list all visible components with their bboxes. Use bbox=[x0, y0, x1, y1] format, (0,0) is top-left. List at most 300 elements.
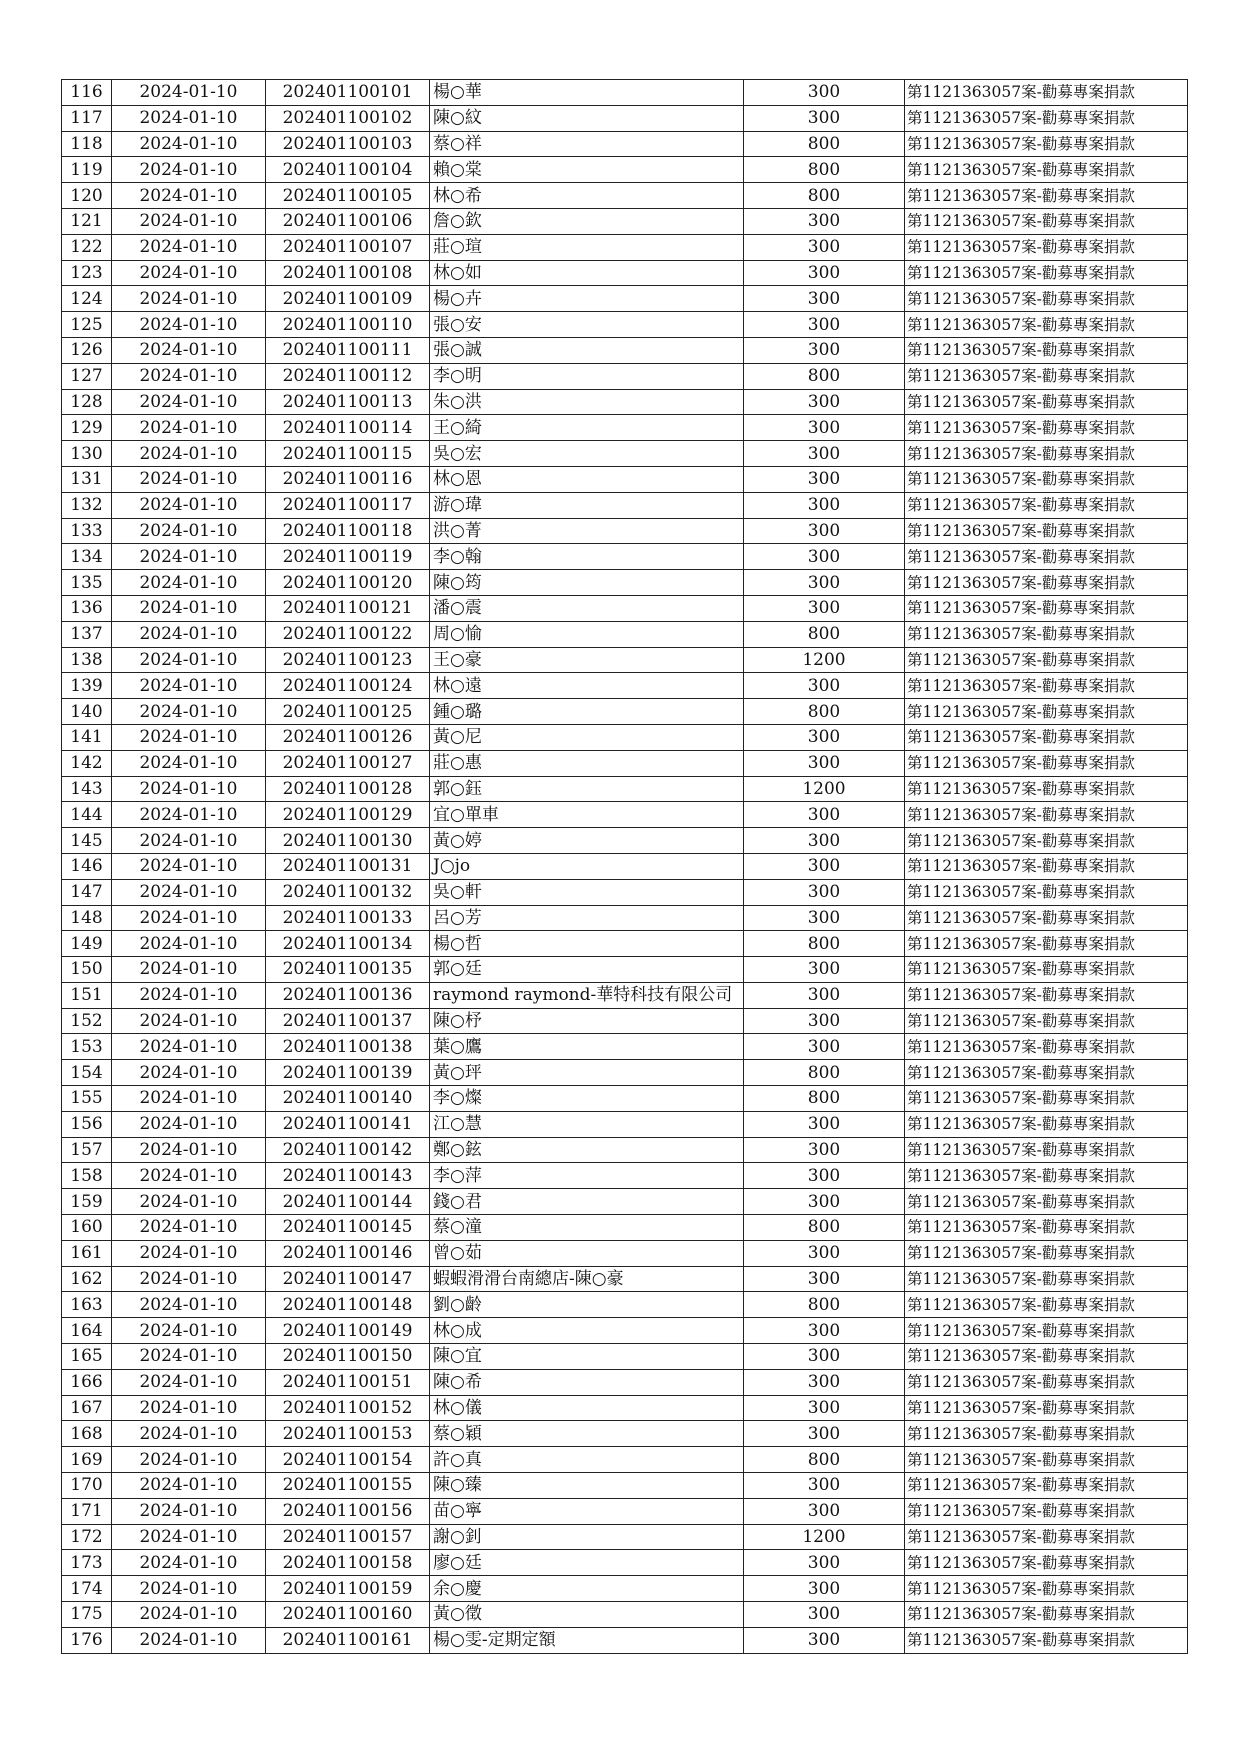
donation-amount: 300 bbox=[744, 1034, 905, 1060]
donation-note: 第1121363057案-勸募專案捐款 bbox=[905, 441, 1188, 467]
row-number: 116 bbox=[62, 80, 112, 106]
table-row bbox=[62, 492, 1188, 518]
donor-name: 鄭○鉉 bbox=[430, 1137, 744, 1163]
donation-note: 第1121363057案-勸募專案捐款 bbox=[905, 363, 1188, 389]
donor-name: 張○安 bbox=[430, 312, 744, 338]
donor-name: 朱○洪 bbox=[430, 389, 744, 415]
row-number: 136 bbox=[62, 595, 112, 621]
donation-date: 2024-01-10 bbox=[112, 982, 266, 1008]
donor-name: 曾○茹 bbox=[430, 1240, 744, 1266]
donation-note: 第1121363057案-勸募專案捐款 bbox=[905, 1369, 1188, 1395]
table-row bbox=[62, 441, 1188, 467]
receipt-number: 202401100102 bbox=[266, 105, 430, 131]
donation-note: 第1121363057案-勸募專案捐款 bbox=[905, 131, 1188, 157]
donor-name: 洪○菁 bbox=[430, 518, 744, 544]
donation-note: 第1121363057案-勸募專案捐款 bbox=[905, 1137, 1188, 1163]
donation-note: 第1121363057案-勸募專案捐款 bbox=[905, 234, 1188, 260]
donation-note: 第1121363057案-勸募專案捐款 bbox=[905, 208, 1188, 234]
donation-date: 2024-01-10 bbox=[112, 1498, 266, 1524]
donation-amount: 800 bbox=[744, 1215, 905, 1241]
table-row bbox=[62, 1498, 1188, 1524]
donation-amount: 300 bbox=[744, 415, 905, 441]
donation-amount: 300 bbox=[744, 828, 905, 854]
donation-amount: 800 bbox=[744, 1292, 905, 1318]
donor-name: 李○燦 bbox=[430, 1086, 744, 1112]
receipt-number: 202401100123 bbox=[266, 647, 430, 673]
donation-note: 第1121363057案-勸募專案捐款 bbox=[905, 1524, 1188, 1550]
receipt-number: 202401100113 bbox=[266, 389, 430, 415]
donor-name: 林○恩 bbox=[430, 466, 744, 492]
table-row bbox=[62, 286, 1188, 312]
donation-date: 2024-01-10 bbox=[112, 776, 266, 802]
donor-name: 楊○雯-定期定額 bbox=[430, 1627, 744, 1653]
donor-name: 潘○震 bbox=[430, 595, 744, 621]
donation-date: 2024-01-10 bbox=[112, 415, 266, 441]
donation-note: 第1121363057案-勸募專案捐款 bbox=[905, 570, 1188, 596]
table-row bbox=[62, 802, 1188, 828]
donor-name: 黃○玶 bbox=[430, 1060, 744, 1086]
donation-date: 2024-01-10 bbox=[112, 1266, 266, 1292]
donor-name: 陳○希 bbox=[430, 1369, 744, 1395]
donation-note: 第1121363057案-勸募專案捐款 bbox=[905, 1163, 1188, 1189]
table-row bbox=[62, 1086, 1188, 1112]
donation-date: 2024-01-10 bbox=[112, 466, 266, 492]
donation-date: 2024-01-10 bbox=[112, 1550, 266, 1576]
receipt-number: 202401100156 bbox=[266, 1498, 430, 1524]
donation-date: 2024-01-10 bbox=[112, 1008, 266, 1034]
table-row bbox=[62, 1034, 1188, 1060]
donation-date: 2024-01-10 bbox=[112, 750, 266, 776]
donation-amount: 300 bbox=[744, 570, 905, 596]
row-number: 173 bbox=[62, 1550, 112, 1576]
donation-note: 第1121363057案-勸募專案捐款 bbox=[905, 621, 1188, 647]
donation-amount: 1200 bbox=[744, 776, 905, 802]
donation-date: 2024-01-10 bbox=[112, 647, 266, 673]
donation-date: 2024-01-10 bbox=[112, 492, 266, 518]
donation-date: 2024-01-10 bbox=[112, 441, 266, 467]
donor-name: 苗○寧 bbox=[430, 1498, 744, 1524]
donation-date: 2024-01-10 bbox=[112, 1137, 266, 1163]
donor-name: raymond raymond-華特科技有限公司 bbox=[430, 982, 744, 1008]
receipt-number: 202401100120 bbox=[266, 570, 430, 596]
table-row bbox=[62, 1266, 1188, 1292]
row-number: 147 bbox=[62, 879, 112, 905]
donor-name: 李○明 bbox=[430, 363, 744, 389]
donation-date: 2024-01-10 bbox=[112, 621, 266, 647]
row-number: 132 bbox=[62, 492, 112, 518]
donation-amount: 800 bbox=[744, 621, 905, 647]
donation-note: 第1121363057案-勸募專案捐款 bbox=[905, 1602, 1188, 1628]
donation-amount: 300 bbox=[744, 1240, 905, 1266]
donation-note: 第1121363057案-勸募專案捐款 bbox=[905, 415, 1188, 441]
donation-note: 第1121363057案-勸募專案捐款 bbox=[905, 492, 1188, 518]
row-number: 171 bbox=[62, 1498, 112, 1524]
donation-amount: 300 bbox=[744, 441, 905, 467]
row-number: 139 bbox=[62, 673, 112, 699]
table-row bbox=[62, 105, 1188, 131]
donation-note: 第1121363057案-勸募專案捐款 bbox=[905, 1266, 1188, 1292]
donation-note: 第1121363057案-勸募專案捐款 bbox=[905, 905, 1188, 931]
donation-amount: 300 bbox=[744, 957, 905, 983]
donation-amount: 300 bbox=[744, 389, 905, 415]
donation-amount: 300 bbox=[744, 234, 905, 260]
donation-amount: 300 bbox=[744, 518, 905, 544]
donation-date: 2024-01-10 bbox=[112, 724, 266, 750]
donation-note: 第1121363057案-勸募專案捐款 bbox=[905, 1240, 1188, 1266]
donation-date: 2024-01-10 bbox=[112, 1395, 266, 1421]
receipt-number: 202401100147 bbox=[266, 1266, 430, 1292]
donation-date: 2024-01-10 bbox=[112, 1524, 266, 1550]
donation-note: 第1121363057案-勸募專案捐款 bbox=[905, 337, 1188, 363]
table-row bbox=[62, 982, 1188, 1008]
donation-table bbox=[61, 79, 1188, 1654]
table-row bbox=[62, 234, 1188, 260]
donation-note: 第1121363057案-勸募專案捐款 bbox=[905, 699, 1188, 725]
donation-note: 第1121363057案-勸募專案捐款 bbox=[905, 1576, 1188, 1602]
table-row bbox=[62, 853, 1188, 879]
row-number: 150 bbox=[62, 957, 112, 983]
donation-note: 第1121363057案-勸募專案捐款 bbox=[905, 312, 1188, 338]
donation-amount: 300 bbox=[744, 1111, 905, 1137]
donor-name: 詹○欽 bbox=[430, 208, 744, 234]
donation-date: 2024-01-10 bbox=[112, 570, 266, 596]
donor-name: 莊○惠 bbox=[430, 750, 744, 776]
donor-name: 林○成 bbox=[430, 1318, 744, 1344]
table-row bbox=[62, 80, 1188, 106]
row-number: 123 bbox=[62, 260, 112, 286]
table-row bbox=[62, 931, 1188, 957]
donation-amount: 300 bbox=[744, 905, 905, 931]
receipt-number: 202401100152 bbox=[266, 1395, 430, 1421]
table-row bbox=[62, 1395, 1188, 1421]
donation-date: 2024-01-10 bbox=[112, 1344, 266, 1370]
donation-amount: 300 bbox=[744, 1163, 905, 1189]
donor-name: 余○慶 bbox=[430, 1576, 744, 1602]
receipt-number: 202401100112 bbox=[266, 363, 430, 389]
donation-amount: 300 bbox=[744, 1189, 905, 1215]
donor-name: 陳○宜 bbox=[430, 1344, 744, 1370]
donation-date: 2024-01-10 bbox=[112, 879, 266, 905]
donation-note: 第1121363057案-勸募專案捐款 bbox=[905, 1189, 1188, 1215]
donation-note: 第1121363057案-勸募專案捐款 bbox=[905, 724, 1188, 750]
row-number: 138 bbox=[62, 647, 112, 673]
donation-amount: 300 bbox=[744, 492, 905, 518]
table-row bbox=[62, 1369, 1188, 1395]
table-row bbox=[62, 776, 1188, 802]
donation-amount: 300 bbox=[744, 1266, 905, 1292]
receipt-number: 202401100119 bbox=[266, 544, 430, 570]
table-row bbox=[62, 1189, 1188, 1215]
row-number: 134 bbox=[62, 544, 112, 570]
table-row bbox=[62, 1524, 1188, 1550]
row-number: 174 bbox=[62, 1576, 112, 1602]
receipt-number: 202401100108 bbox=[266, 260, 430, 286]
receipt-number: 202401100154 bbox=[266, 1447, 430, 1473]
donor-name: 王○綺 bbox=[430, 415, 744, 441]
table-row bbox=[62, 1602, 1188, 1628]
donation-date: 2024-01-10 bbox=[112, 1447, 266, 1473]
donation-amount: 800 bbox=[744, 1086, 905, 1112]
donation-date: 2024-01-10 bbox=[112, 853, 266, 879]
donation-note: 第1121363057案-勸募專案捐款 bbox=[905, 982, 1188, 1008]
donation-note: 第1121363057案-勸募專案捐款 bbox=[905, 1344, 1188, 1370]
row-number: 141 bbox=[62, 724, 112, 750]
donation-date: 2024-01-10 bbox=[112, 957, 266, 983]
receipt-number: 202401100114 bbox=[266, 415, 430, 441]
donation-amount: 300 bbox=[744, 1344, 905, 1370]
donation-note: 第1121363057案-勸募專案捐款 bbox=[905, 673, 1188, 699]
donor-name: 周○愉 bbox=[430, 621, 744, 647]
donation-date: 2024-01-10 bbox=[112, 1163, 266, 1189]
row-number: 156 bbox=[62, 1111, 112, 1137]
row-number: 172 bbox=[62, 1524, 112, 1550]
table-row bbox=[62, 260, 1188, 286]
table-row bbox=[62, 621, 1188, 647]
donation-note: 第1121363057案-勸募專案捐款 bbox=[905, 1318, 1188, 1344]
donation-date: 2024-01-10 bbox=[112, 1111, 266, 1137]
donation-amount: 300 bbox=[744, 80, 905, 106]
donation-date: 2024-01-10 bbox=[112, 1292, 266, 1318]
donor-name: 郭○廷 bbox=[430, 957, 744, 983]
donation-date: 2024-01-10 bbox=[112, 208, 266, 234]
table-row bbox=[62, 647, 1188, 673]
row-number: 117 bbox=[62, 105, 112, 131]
donor-name: 黃○徵 bbox=[430, 1602, 744, 1628]
receipt-number: 202401100157 bbox=[266, 1524, 430, 1550]
donor-name: 劉○齡 bbox=[430, 1292, 744, 1318]
row-number: 152 bbox=[62, 1008, 112, 1034]
donor-name: 王○豪 bbox=[430, 647, 744, 673]
donation-date: 2024-01-10 bbox=[112, 183, 266, 209]
donation-table-body bbox=[62, 80, 1188, 1654]
donation-note: 第1121363057案-勸募專案捐款 bbox=[905, 544, 1188, 570]
table-row bbox=[62, 879, 1188, 905]
donation-note: 第1121363057案-勸募專案捐款 bbox=[905, 80, 1188, 106]
donation-amount: 800 bbox=[744, 931, 905, 957]
receipt-number: 202401100138 bbox=[266, 1034, 430, 1060]
donor-name: 謝○釗 bbox=[430, 1524, 744, 1550]
donation-note: 第1121363057案-勸募專案捐款 bbox=[905, 518, 1188, 544]
table-row bbox=[62, 1576, 1188, 1602]
row-number: 135 bbox=[62, 570, 112, 596]
donation-date: 2024-01-10 bbox=[112, 931, 266, 957]
donation-note: 第1121363057案-勸募專案捐款 bbox=[905, 879, 1188, 905]
receipt-number: 202401100105 bbox=[266, 183, 430, 209]
donation-date: 2024-01-10 bbox=[112, 1602, 266, 1628]
row-number: 128 bbox=[62, 389, 112, 415]
row-number: 142 bbox=[62, 750, 112, 776]
donation-note: 第1121363057案-勸募專案捐款 bbox=[905, 931, 1188, 957]
donation-amount: 300 bbox=[744, 1627, 905, 1653]
receipt-number: 202401100144 bbox=[266, 1189, 430, 1215]
donation-note: 第1121363057案-勸募專案捐款 bbox=[905, 183, 1188, 209]
receipt-number: 202401100117 bbox=[266, 492, 430, 518]
donation-amount: 300 bbox=[744, 750, 905, 776]
row-number: 162 bbox=[62, 1266, 112, 1292]
table-row bbox=[62, 415, 1188, 441]
table-row bbox=[62, 595, 1188, 621]
row-number: 170 bbox=[62, 1473, 112, 1499]
donation-amount: 300 bbox=[744, 1008, 905, 1034]
donation-amount: 300 bbox=[744, 286, 905, 312]
donor-name: 楊○卉 bbox=[430, 286, 744, 312]
row-number: 160 bbox=[62, 1215, 112, 1241]
donation-date: 2024-01-10 bbox=[112, 131, 266, 157]
receipt-number: 202401100111 bbox=[266, 337, 430, 363]
donation-note: 第1121363057案-勸募專案捐款 bbox=[905, 1060, 1188, 1086]
receipt-number: 202401100139 bbox=[266, 1060, 430, 1086]
receipt-number: 202401100132 bbox=[266, 879, 430, 905]
receipt-number: 202401100142 bbox=[266, 1137, 430, 1163]
donor-name: 江○慧 bbox=[430, 1111, 744, 1137]
table-row bbox=[62, 1240, 1188, 1266]
donation-date: 2024-01-10 bbox=[112, 286, 266, 312]
donation-note: 第1121363057案-勸募專案捐款 bbox=[905, 853, 1188, 879]
donation-date: 2024-01-10 bbox=[112, 363, 266, 389]
donation-date: 2024-01-10 bbox=[112, 1086, 266, 1112]
table-row bbox=[62, 131, 1188, 157]
donation-amount: 800 bbox=[744, 131, 905, 157]
donation-date: 2024-01-10 bbox=[112, 518, 266, 544]
table-row bbox=[62, 1318, 1188, 1344]
donation-date: 2024-01-10 bbox=[112, 80, 266, 106]
donation-amount: 300 bbox=[744, 1473, 905, 1499]
table-row bbox=[62, 1473, 1188, 1499]
row-number: 122 bbox=[62, 234, 112, 260]
donor-name: 李○翰 bbox=[430, 544, 744, 570]
table-row bbox=[62, 518, 1188, 544]
row-number: 121 bbox=[62, 208, 112, 234]
row-number: 118 bbox=[62, 131, 112, 157]
donor-name: 蝦蝦滑滑台南總店-陳○豪 bbox=[430, 1266, 744, 1292]
donation-note: 第1121363057案-勸募專案捐款 bbox=[905, 260, 1188, 286]
receipt-number: 202401100118 bbox=[266, 518, 430, 544]
donation-note: 第1121363057案-勸募專案捐款 bbox=[905, 1550, 1188, 1576]
table-row bbox=[62, 157, 1188, 183]
donation-note: 第1121363057案-勸募專案捐款 bbox=[905, 776, 1188, 802]
receipt-number: 202401100150 bbox=[266, 1344, 430, 1370]
row-number: 144 bbox=[62, 802, 112, 828]
row-number: 130 bbox=[62, 441, 112, 467]
donation-amount: 300 bbox=[744, 724, 905, 750]
donation-date: 2024-01-10 bbox=[112, 1421, 266, 1447]
donor-name: J○jo bbox=[430, 853, 744, 879]
donation-date: 2024-01-10 bbox=[112, 1034, 266, 1060]
donation-amount: 800 bbox=[744, 157, 905, 183]
donor-name: 廖○廷 bbox=[430, 1550, 744, 1576]
row-number: 164 bbox=[62, 1318, 112, 1344]
receipt-number: 202401100136 bbox=[266, 982, 430, 1008]
donation-date: 2024-01-10 bbox=[112, 1240, 266, 1266]
receipt-number: 202401100146 bbox=[266, 1240, 430, 1266]
donation-note: 第1121363057案-勸募專案捐款 bbox=[905, 828, 1188, 854]
row-number: 140 bbox=[62, 699, 112, 725]
receipt-number: 202401100133 bbox=[266, 905, 430, 931]
table-row bbox=[62, 957, 1188, 983]
donation-date: 2024-01-10 bbox=[112, 1318, 266, 1344]
row-number: 149 bbox=[62, 931, 112, 957]
row-number: 166 bbox=[62, 1369, 112, 1395]
donation-amount: 300 bbox=[744, 1602, 905, 1628]
table-row bbox=[62, 1292, 1188, 1318]
donation-note: 第1121363057案-勸募專案捐款 bbox=[905, 389, 1188, 415]
receipt-number: 202401100116 bbox=[266, 466, 430, 492]
table-row bbox=[62, 828, 1188, 854]
donation-date: 2024-01-10 bbox=[112, 595, 266, 621]
donor-name: 莊○瑄 bbox=[430, 234, 744, 260]
receipt-number: 202401100161 bbox=[266, 1627, 430, 1653]
donation-amount: 800 bbox=[744, 1060, 905, 1086]
receipt-number: 202401100140 bbox=[266, 1086, 430, 1112]
donor-name: 蔡○祥 bbox=[430, 131, 744, 157]
receipt-number: 202401100103 bbox=[266, 131, 430, 157]
row-number: 124 bbox=[62, 286, 112, 312]
donation-amount: 300 bbox=[744, 673, 905, 699]
donation-note: 第1121363057案-勸募專案捐款 bbox=[905, 1421, 1188, 1447]
donation-note: 第1121363057案-勸募專案捐款 bbox=[905, 957, 1188, 983]
row-number: 161 bbox=[62, 1240, 112, 1266]
donation-date: 2024-01-10 bbox=[112, 1189, 266, 1215]
row-number: 143 bbox=[62, 776, 112, 802]
donation-amount: 800 bbox=[744, 699, 905, 725]
donation-amount: 300 bbox=[744, 312, 905, 338]
donation-date: 2024-01-10 bbox=[112, 1369, 266, 1395]
donor-name: 郭○鈺 bbox=[430, 776, 744, 802]
table-row bbox=[62, 673, 1188, 699]
row-number: 168 bbox=[62, 1421, 112, 1447]
donor-name: 林○儀 bbox=[430, 1395, 744, 1421]
donation-amount: 300 bbox=[744, 1137, 905, 1163]
donation-note: 第1121363057案-勸募專案捐款 bbox=[905, 1086, 1188, 1112]
receipt-number: 202401100121 bbox=[266, 595, 430, 621]
receipt-number: 202401100151 bbox=[266, 1369, 430, 1395]
donor-name: 葉○鷹 bbox=[430, 1034, 744, 1060]
row-number: 127 bbox=[62, 363, 112, 389]
row-number: 145 bbox=[62, 828, 112, 854]
donor-name: 楊○華 bbox=[430, 80, 744, 106]
donation-note: 第1121363057案-勸募專案捐款 bbox=[905, 157, 1188, 183]
receipt-number: 202401100110 bbox=[266, 312, 430, 338]
row-number: 133 bbox=[62, 518, 112, 544]
donor-name: 宜○單車 bbox=[430, 802, 744, 828]
receipt-number: 202401100134 bbox=[266, 931, 430, 957]
donor-name: 林○遠 bbox=[430, 673, 744, 699]
donation-date: 2024-01-10 bbox=[112, 1473, 266, 1499]
donation-amount: 300 bbox=[744, 1395, 905, 1421]
receipt-number: 202401100106 bbox=[266, 208, 430, 234]
donor-name: 鍾○璐 bbox=[430, 699, 744, 725]
table-row bbox=[62, 1447, 1188, 1473]
table-row bbox=[62, 1008, 1188, 1034]
donation-amount: 300 bbox=[744, 1421, 905, 1447]
row-number: 151 bbox=[62, 982, 112, 1008]
table-row bbox=[62, 208, 1188, 234]
donation-date: 2024-01-10 bbox=[112, 673, 266, 699]
receipt-number: 202401100143 bbox=[266, 1163, 430, 1189]
donor-name: 吳○軒 bbox=[430, 879, 744, 905]
row-number: 167 bbox=[62, 1395, 112, 1421]
donation-date: 2024-01-10 bbox=[112, 802, 266, 828]
receipt-number: 202401100126 bbox=[266, 724, 430, 750]
receipt-number: 202401100145 bbox=[266, 1215, 430, 1241]
receipt-number: 202401100159 bbox=[266, 1576, 430, 1602]
receipt-number: 202401100149 bbox=[266, 1318, 430, 1344]
donor-name: 林○希 bbox=[430, 183, 744, 209]
donation-amount: 300 bbox=[744, 595, 905, 621]
donor-name: 呂○芳 bbox=[430, 905, 744, 931]
row-number: 119 bbox=[62, 157, 112, 183]
row-number: 120 bbox=[62, 183, 112, 209]
